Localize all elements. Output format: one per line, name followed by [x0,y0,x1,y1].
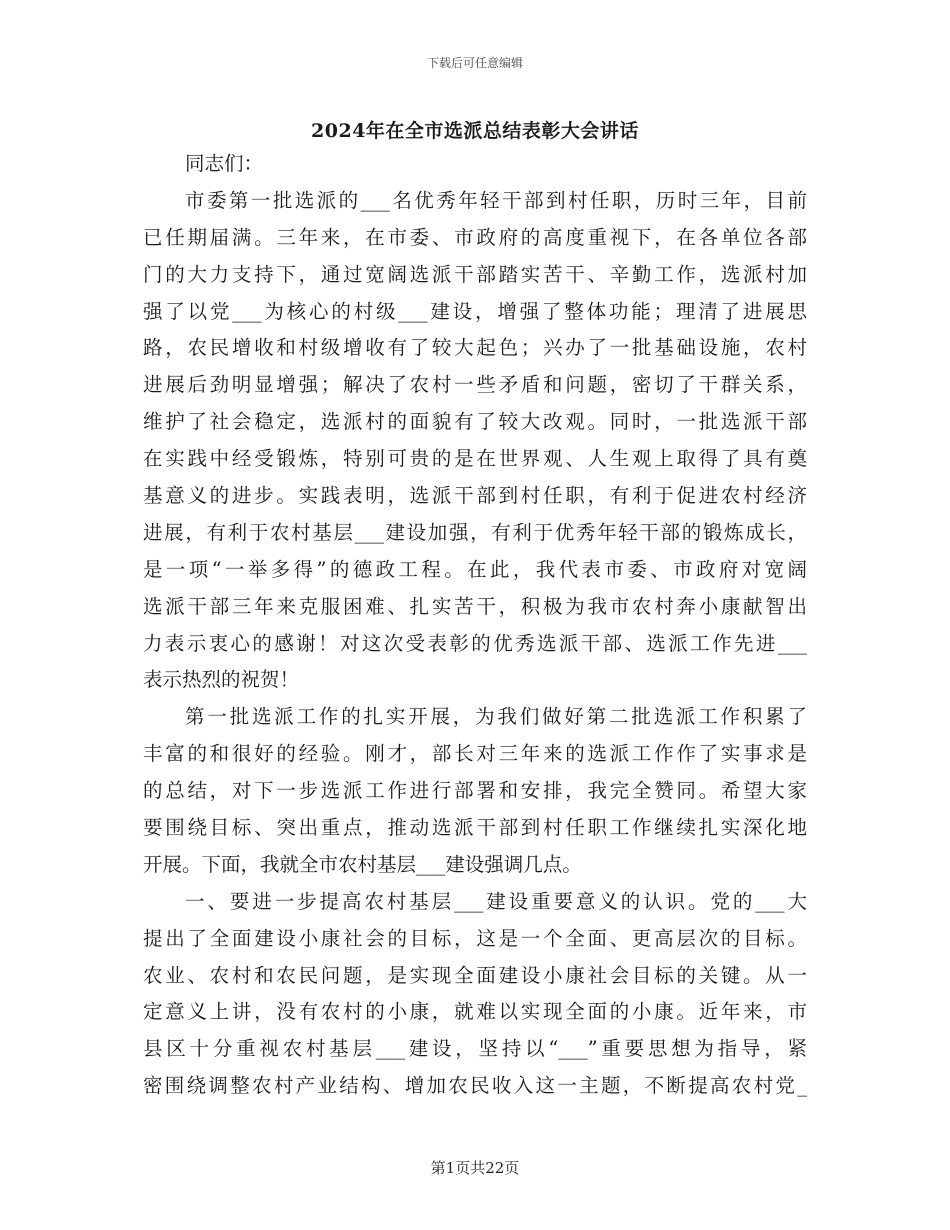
paragraph-line: 第一批选派工作的扎实开展，为我们做好第二批选派工作积累了 [185,705,807,729]
paragraph-line: 的总结，对下一步选派工作进行部署和安排，我完全赞同。希望大家 [143,779,807,803]
paragraph-line: 定意义上讲，没有农村的小康，就难以实现全面的小康。近年来，市 [143,1000,807,1024]
paragraph-line: 门的大力支持下，通过宽阔选派干部踏实苦干、辛勤工作，选派村加 [143,262,807,286]
paragraph-line: 市委第一批选派的___名优秀年轻干部到村任职，历时三年，目前 [185,188,807,212]
paragraph-line: 提出了全面建设小康社会的目标，这是一个全面、更高层次的目标。 [143,926,807,950]
page-number: 第1页共22页 [430,1159,520,1177]
paragraph-3 [143,884,807,1105]
paragraph-1 [143,183,807,699]
paragraph-line: 开展。下面，我就全市农村基层___建设强调几点。 [143,852,582,876]
paragraph-line: 强了以党___为核心的村级___建设，增强了整体功能；理清了进展思 [143,299,807,323]
page-header-note: 下载后可任意编辑 [426,56,523,70]
paragraph-line: 选派干部三年来克服困难、扎实苦干，积极为我市农村奔小康献智出 [143,594,807,618]
document-title: 2024年在全市选派总结表彰大会讲话 [311,120,639,142]
paragraph-line: 已任期届满。三年来，在市委、市政府的高度重视下，在各单位各部 [143,225,807,249]
document-body [143,146,807,1105]
paragraph-line: 进展，有利于农村基层___建设加强，有利于优秀年轻干部的锻炼成长， [143,520,807,544]
greeting-text: 同志们： [185,152,264,175]
paragraph-2 [143,699,807,883]
paragraph-line: 农业、农村和农民问题，是实现全面建设小康社会目标的关键。从一 [143,963,807,987]
paragraph-line: 路，农民增收和村级增收有了较大起色；兴办了一批基础设施，农村 [143,336,807,360]
paragraph-line: 是一项“一举多得”的德政工程。在此，我代表市委、市政府对宽阔 [143,557,807,581]
paragraph-line: 在实践中经受锻炼，特别可贵的是在世界观、人生观上取得了具有奠 [143,447,807,471]
paragraph-line: 维护了社会稳定，选派村的面貌有了较大改观。同时，一批选派干部 [143,410,807,434]
paragraph-line: 表示热烈的祝贺！ [143,668,300,692]
paragraph-line: 进展后劲明显增强；解决了农村一些矛盾和问题，密切了干群关系， [143,373,807,397]
paragraph-line: 基意义的进步。实践表明，选派干部到村任职，有利于促进农村经济 [143,484,807,508]
paragraph-line: 县区十分重视农村基层___建设，坚持以“___”重要思想为指导，紧 [143,1037,807,1061]
paragraph-line: 丰富的和很好的经验。刚才，部长对三年来的选派工作作了实事求是 [143,742,807,766]
paragraph-line: 力表示衷心的感谢！对这次受表彰的优秀选派干部、选派工作先进___ [143,631,807,655]
paragraph-line: 一、要进一步提高农村基层___建设重要意义的认识。党的___大 [185,889,807,913]
paragraph-line: 要围绕目标、突出重点，推动选派干部到村任职工作继续扎实深化地 [143,816,807,840]
greeting [143,146,807,183]
paragraph-line: 密围绕调整农村产业结构、增加农民收入这一主题，不断提高农村党_ [143,1074,807,1098]
